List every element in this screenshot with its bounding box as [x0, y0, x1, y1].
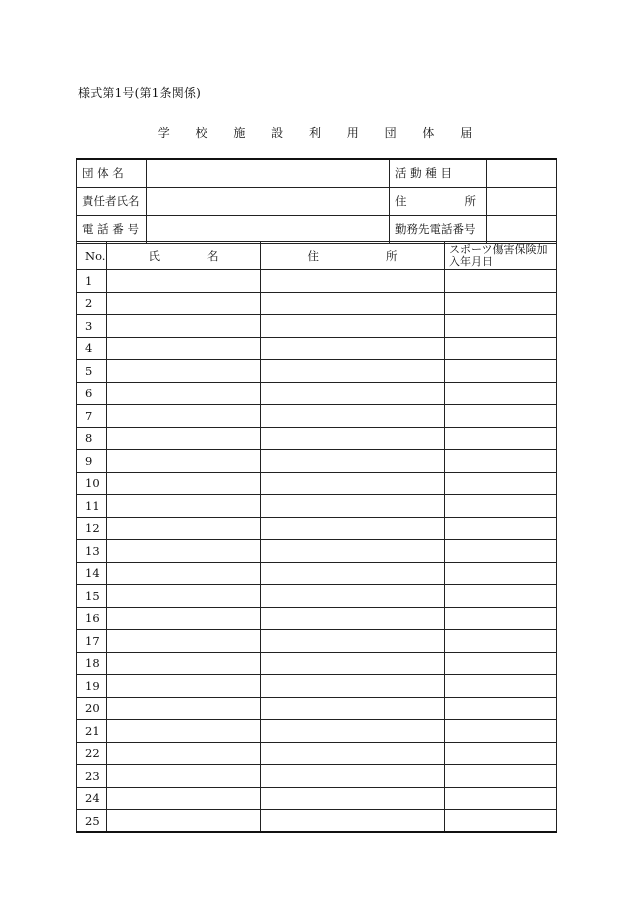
member-address-field[interactable] [261, 495, 445, 518]
member-address-field[interactable] [261, 450, 445, 473]
member-address-field[interactable] [261, 270, 445, 293]
member-row [77, 630, 557, 653]
member-insurance-date-field[interactable] [445, 270, 557, 293]
member-insurance-date-field[interactable] [445, 405, 557, 428]
activity-label: 活 動 種 目 [390, 159, 487, 187]
member-address-field[interactable] [261, 472, 445, 495]
address-label-right: 所 [464, 194, 476, 208]
member-row [77, 517, 557, 540]
member-row-number: 16 [77, 607, 107, 630]
member-name-field[interactable] [107, 630, 261, 653]
member-address-field[interactable] [261, 540, 445, 563]
member-insurance-date-field[interactable] [445, 585, 557, 608]
member-address-field[interactable] [261, 427, 445, 450]
member-row [77, 540, 557, 563]
member-name-field[interactable] [107, 720, 261, 743]
member-name-field[interactable] [107, 765, 261, 788]
member-row [77, 472, 557, 495]
member-table [76, 241, 557, 833]
member-insurance-date-field[interactable] [445, 810, 557, 833]
member-address-field[interactable] [261, 585, 445, 608]
member-row-number: 14 [77, 562, 107, 585]
member-row [77, 720, 557, 743]
member-name-field[interactable] [107, 810, 261, 833]
member-address-field[interactable] [261, 292, 445, 315]
member-name-field[interactable] [107, 607, 261, 630]
member-name-field[interactable] [107, 517, 261, 540]
member-row [77, 427, 557, 450]
member-row [77, 405, 557, 428]
member-insurance-date-field[interactable] [445, 607, 557, 630]
member-row-number: 13 [77, 540, 107, 563]
member-insurance-date-field[interactable] [445, 742, 557, 765]
member-row-number: 11 [77, 495, 107, 518]
member-insurance-date-field[interactable] [445, 765, 557, 788]
member-address-field[interactable] [261, 652, 445, 675]
member-insurance-date-field[interactable] [445, 292, 557, 315]
member-name-field[interactable] [107, 742, 261, 765]
member-insurance-date-field[interactable] [445, 472, 557, 495]
member-row [77, 787, 557, 810]
member-row-number: 24 [77, 787, 107, 810]
member-insurance-date-field[interactable] [445, 720, 557, 743]
phone-field[interactable] [147, 215, 390, 243]
member-address-field[interactable] [261, 562, 445, 585]
member-row [77, 607, 557, 630]
member-insurance-date-field[interactable] [445, 315, 557, 338]
member-insurance-date-field[interactable] [445, 540, 557, 563]
member-row-number: 10 [77, 472, 107, 495]
member-insurance-date-field[interactable] [445, 787, 557, 810]
member-name-field[interactable] [107, 652, 261, 675]
member-name-field[interactable] [107, 450, 261, 473]
member-row-number: 4 [77, 337, 107, 360]
member-row-number: 8 [77, 427, 107, 450]
member-address-field[interactable] [261, 630, 445, 653]
member-name-field[interactable] [107, 427, 261, 450]
member-row-number: 23 [77, 765, 107, 788]
member-row [77, 315, 557, 338]
col-insurance-header: スポーツ傷害保険加入年月日 [445, 242, 557, 270]
member-row-number: 25 [77, 810, 107, 833]
col-no-header: No. [77, 242, 107, 270]
member-row-number: 1 [77, 270, 107, 293]
member-name-field[interactable] [107, 382, 261, 405]
member-row-number: 6 [77, 382, 107, 405]
member-insurance-date-field[interactable] [445, 630, 557, 653]
col-name-left: 氏 [148, 248, 160, 263]
address-label-left: 住 [395, 194, 407, 208]
member-address-field[interactable] [261, 697, 445, 720]
member-row-number: 22 [77, 742, 107, 765]
member-insurance-date-field[interactable] [445, 652, 557, 675]
member-name-field[interactable] [107, 315, 261, 338]
member-insurance-date-field[interactable] [445, 337, 557, 360]
member-row [77, 675, 557, 698]
member-address-field[interactable] [261, 810, 445, 833]
member-address-field[interactable] [261, 720, 445, 743]
member-row-number: 12 [77, 517, 107, 540]
member-row-number: 7 [77, 405, 107, 428]
member-row [77, 292, 557, 315]
col-name-right: 名 [207, 248, 219, 263]
member-row [77, 270, 557, 293]
member-name-field[interactable] [107, 495, 261, 518]
member-name-field[interactable] [107, 360, 261, 383]
member-name-field[interactable] [107, 562, 261, 585]
member-insurance-date-field[interactable] [445, 360, 557, 383]
member-row-number: 21 [77, 720, 107, 743]
member-name-field[interactable] [107, 540, 261, 563]
member-address-field[interactable] [261, 360, 445, 383]
member-name-field[interactable] [107, 697, 261, 720]
member-row [77, 337, 557, 360]
member-name-field[interactable] [107, 585, 261, 608]
col-address-header [261, 242, 445, 270]
work-phone-field[interactable] [487, 215, 557, 243]
member-row [77, 450, 557, 473]
member-address-field[interactable] [261, 787, 445, 810]
member-row [77, 697, 557, 720]
member-row [77, 382, 557, 405]
activity-field[interactable] [487, 159, 557, 187]
phone-label: 電 話 番 号 [77, 215, 147, 243]
member-address-field[interactable] [261, 675, 445, 698]
member-address-field[interactable] [261, 315, 445, 338]
member-insurance-date-field[interactable] [445, 562, 557, 585]
member-insurance-date-field[interactable] [445, 495, 557, 518]
col-name-header [107, 242, 261, 270]
member-insurance-date-field[interactable] [445, 427, 557, 450]
representative-label: 責任者氏名 [77, 187, 147, 215]
col-address-left: 住 [307, 248, 319, 263]
work-phone-label: 勤務先電話番号 [390, 215, 487, 243]
member-row [77, 742, 557, 765]
representative-field[interactable] [147, 187, 390, 215]
member-insurance-date-field[interactable] [445, 697, 557, 720]
col-address-right: 所 [386, 248, 398, 263]
member-row-number: 18 [77, 652, 107, 675]
member-address-field[interactable] [261, 382, 445, 405]
member-name-field[interactable] [107, 270, 261, 293]
member-insurance-date-field[interactable] [445, 382, 557, 405]
document-title: 学 校 施 設 利 用 団 体 届 [157, 126, 484, 140]
member-name-field[interactable] [107, 675, 261, 698]
member-name-field[interactable] [107, 292, 261, 315]
member-row-number: 2 [77, 292, 107, 315]
member-address-field[interactable] [261, 742, 445, 765]
member-insurance-date-field[interactable] [445, 675, 557, 698]
group-info-table [76, 158, 557, 244]
member-address-field[interactable] [261, 607, 445, 630]
member-row [77, 495, 557, 518]
member-row-number: 9 [77, 450, 107, 473]
member-row [77, 360, 557, 383]
member-name-field[interactable] [107, 405, 261, 428]
member-name-field[interactable] [107, 787, 261, 810]
member-address-field[interactable] [261, 405, 445, 428]
form-reference: 様式第1号(第1条関係) [78, 86, 202, 100]
member-row-number: 17 [77, 630, 107, 653]
member-insurance-date-field[interactable] [445, 450, 557, 473]
member-name-field[interactable] [107, 472, 261, 495]
member-row [77, 810, 557, 833]
member-row [77, 562, 557, 585]
member-address-field[interactable] [261, 337, 445, 360]
member-row-number: 19 [77, 675, 107, 698]
member-row [77, 585, 557, 608]
address-label [390, 187, 487, 215]
member-row [77, 652, 557, 675]
member-row-number: 20 [77, 697, 107, 720]
member-address-field[interactable] [261, 517, 445, 540]
member-row-number: 5 [77, 360, 107, 383]
member-name-field[interactable] [107, 337, 261, 360]
group-name-label: 団 体 名 [77, 159, 147, 187]
member-address-field[interactable] [261, 765, 445, 788]
group-name-field[interactable] [147, 159, 390, 187]
member-row-number: 15 [77, 585, 107, 608]
member-row-number: 3 [77, 315, 107, 338]
address-field[interactable] [487, 187, 557, 215]
member-row [77, 765, 557, 788]
member-insurance-date-field[interactable] [445, 517, 557, 540]
